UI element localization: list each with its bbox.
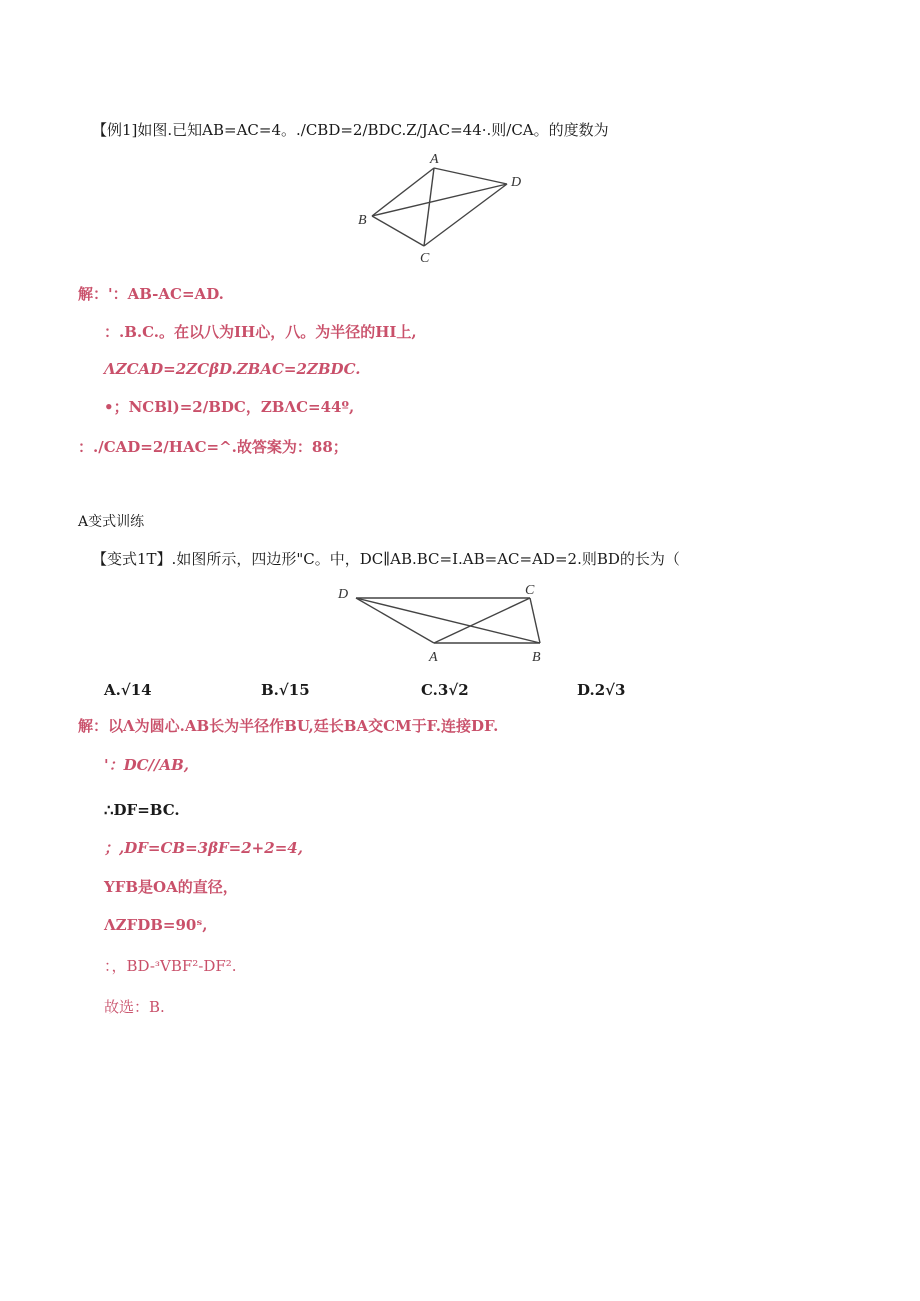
variant1-solution-line-4: ；,DF=CB=3βF=2+2=4, [104,839,303,857]
option-d: D.2√3 [577,681,626,699]
option-a: A.√14 [104,681,152,699]
variant1-solution-line-6: ΛZFDB=90ˢ, [104,916,208,934]
variant1-solution-line-7: ：，BD-ᵌVBF²-DF². [104,957,237,975]
variant1-solution-line-8: 故选：B. [104,998,165,1016]
option-c: C.3√2 [421,681,469,699]
variant1-solution-line-2: '：DC//AB, [104,756,190,774]
option-b: B.√15 [261,681,310,699]
example1-solution-line-5: ：./CAD=2/HAC=^.故答案为：88； [78,438,348,456]
fig2-label-d: D [338,587,349,602]
fig2-label-a: A [429,650,438,665]
example1-solution-line-3: ΛZCAD=2ZCβD.ZBAC=2ZBDC. [104,360,361,378]
fig1-label-b: B [358,213,367,228]
fig2-label-b: B [532,650,541,665]
fig1-label-c: C [420,251,430,266]
example1-solution-line-2: ：.B.C.。在以八为IH心，八。为半径的HI上, [104,323,417,341]
section-heading: A变式训练 [78,514,145,530]
variant1-figure [330,580,560,666]
example1-solution-line-1: 解：'：AB-AC=AD. [78,285,224,303]
variant1-solution-line-1: 解：以Λ为圆心.AB长为半径作BU,廷长BA交CM于F.连接DF. [78,717,499,735]
fig2-label-c: C [525,583,535,598]
variant1-solution-line-5: YFB是OA的直径， [104,878,238,896]
variant1-question: 【变式1T】.如图所示，四边形"C。中，DC∥AB.BC=I.AB=AC=AD=2.则BD的长为（ [92,550,680,568]
example1-figure [350,148,540,266]
example1-question: 【例1]如图.已知AB=AC=4。./CBD=2/BDC.Z/JAC=44·.则/CA。的度数为 [92,121,609,139]
fig1-label-d: D [511,175,522,190]
example1-solution-line-4: •；NCBl)=2/BDC，ZBΛC=44º, [104,398,355,416]
variant1-solution-line-3: ∴DF=BC. [104,801,180,819]
fig1-label-a: A [430,152,439,167]
